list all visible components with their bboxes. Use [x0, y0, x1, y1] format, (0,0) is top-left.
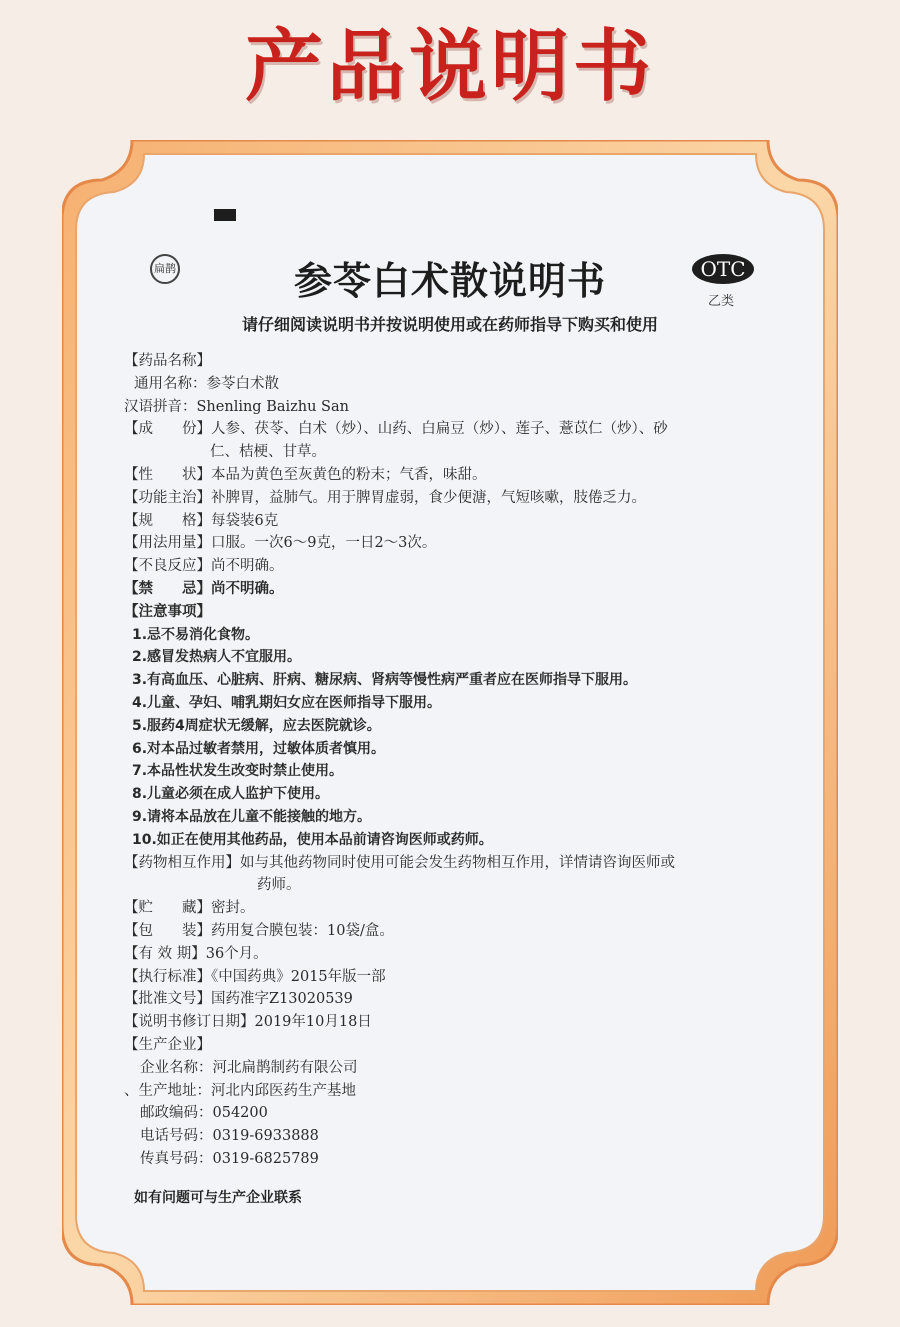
banner-title: 产品说明书: [244, 22, 655, 112]
banner: [0, 0, 900, 140]
drug-interactions-continued: 药师。: [257, 877, 301, 894]
validity: 【有 效 期】36个月。: [124, 945, 268, 962]
manufacturer-heading: 【生产企业】: [124, 1036, 211, 1053]
contraindications: 【禁 忌】尚不明确。: [124, 580, 284, 597]
precautions-heading: 【注意事项】: [124, 603, 211, 620]
function: 【功能主治】补脾胃，益肺气。用于脾胃虚弱，食少便溏，气短咳嗽，肢倦乏力。: [124, 489, 646, 506]
production-address: 、生产地址：河北内邱医药生产基地: [124, 1082, 356, 1099]
ingredients-continued: 仁、桔梗、甘草。: [210, 444, 326, 461]
standard: 【执行标准】《中国药典》2015年版一部: [124, 968, 386, 985]
precaution-item: 9.请将本品放在儿童不能接触的地方。: [132, 808, 372, 825]
fax-number: 传真号码：0319-6825789: [140, 1150, 319, 1167]
precaution-item: 10.如正在使用其他药品，使用本品前请咨询医师或药师。: [132, 831, 493, 848]
generic-name: 通用名称：参苓白术散: [134, 375, 279, 392]
precaution-item: 7.本品性状发生改变时禁止使用。: [132, 763, 344, 780]
otc-badge: OTC: [692, 254, 754, 284]
revision-date: 【说明书修订日期】2019年10月18日: [124, 1014, 372, 1031]
document-subtitle: 请仔细阅读说明书并按说明使用或在药师指导下购买和使用: [241, 315, 658, 334]
company-logo: 扁鹊: [150, 254, 180, 284]
registration-mark: [214, 209, 236, 221]
precaution-item: 3.有高血压、心脏病、肝病、糖尿病、肾病等慢性病严重者应在医师指导下服用。: [132, 672, 638, 689]
precaution-item: 2.感冒发热病人不宜服用。: [132, 649, 302, 666]
specification: 【规 格】每袋装6克: [124, 512, 279, 529]
approval-number: 【批准文号】国药准字Z13020539: [124, 991, 353, 1008]
otc-class-label: 乙类: [708, 294, 735, 309]
section-heading: 【药品名称】: [124, 353, 211, 369]
ingredients: 【成 份】人参、茯苓、白术（炒）、山药、白扁豆（炒）、莲子、薏苡仁（炒）、砂: [124, 421, 668, 438]
precaution-item: 4.儿童、孕妇、哺乳期妇女应在医师指导下服用。: [132, 694, 442, 711]
precaution-item: 6.对本品过敏者禁用，过敏体质者慎用。: [132, 740, 386, 757]
storage: 【贮 藏】密封。: [124, 900, 255, 917]
postcode: 邮政编码：054200: [140, 1105, 268, 1122]
precaution-item: 5.服药4周症状无缓解，应去医院就诊。: [132, 717, 381, 734]
precaution-item: 1.忌不易消化食物。: [132, 626, 260, 643]
drug-interactions: 【药物相互作用】如与其他药物同时使用可能会发生药物相互作用，详情请咨询医师或: [124, 854, 675, 871]
phone-number: 电话号码：0319-6933888: [140, 1128, 319, 1145]
usage-dosage: 【用法用量】口服。一次6～9克，一日2～3次。: [124, 535, 437, 552]
company-name: 企业名称：河北扁鹊制药有限公司: [140, 1059, 358, 1076]
pinyin-name: 汉语拼音：Shenling Baizhu San: [124, 398, 349, 415]
contact-note: 如有问题可与生产企业联系: [134, 1190, 302, 1206]
document-title: 参苓白术散说明书: [293, 259, 606, 303]
adverse-reactions: 【不良反应】尚不明确。: [124, 558, 284, 575]
package: 【包 装】药用复合膜包装：10袋/盒。: [124, 922, 394, 939]
precaution-item: 8.儿童必须在成人监护下使用。: [132, 786, 330, 803]
instructions-body: [124, 350, 774, 1171]
properties: 【性 状】本品为黄色至灰黄色的粉末；气香，味甜。: [124, 466, 487, 483]
